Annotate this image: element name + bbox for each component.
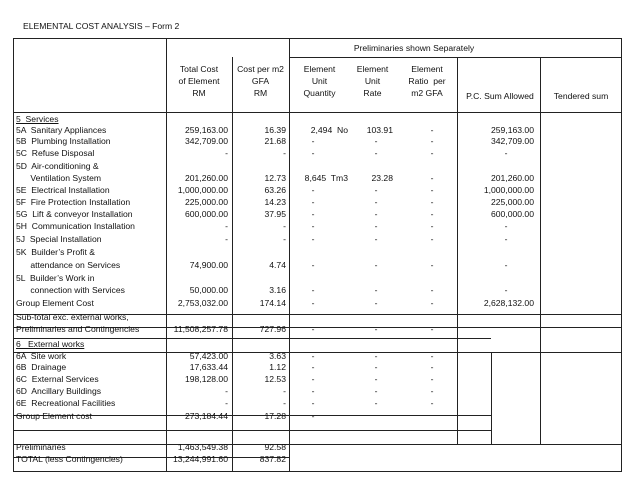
- cell-cost-per-m2: 12.53: [264, 374, 286, 384]
- cell-unit-qty: -: [311, 298, 315, 308]
- cell-pc-sum: -: [504, 234, 508, 244]
- cell-unit-rate: -: [374, 398, 378, 408]
- row-label: Group Element cost: [16, 411, 92, 421]
- cell-ratio: -: [430, 209, 434, 219]
- header-unit-rate-2: Unit: [364, 76, 381, 86]
- row-label: 5B Plumbing Installation: [16, 136, 111, 146]
- cell-unit-qty: -: [311, 209, 315, 219]
- cell-cost-per-m2: -: [283, 221, 286, 231]
- cell-unit-qty: -: [311, 386, 315, 396]
- row-label: 6C External Services: [16, 374, 99, 384]
- cell-pc-sum: -: [504, 260, 508, 270]
- cell-unit-qty: -: [311, 351, 315, 361]
- row-label: 6B Drainage: [16, 362, 67, 372]
- cell-unit-rate: -: [374, 234, 378, 244]
- cell-total-cost: 342,709.00: [184, 136, 228, 146]
- cell-cost-per-m2: 3.16: [269, 285, 286, 295]
- prelim-header: Preliminaries shown Separately: [353, 43, 475, 53]
- row-label: 5A Sanitary Appliances: [16, 125, 107, 135]
- row-label: 5 Services: [16, 114, 59, 124]
- grid-col-tendered: [540, 57, 541, 444]
- cell-unit-rate: -: [374, 148, 378, 158]
- row-label: Preliminaries and Contingencies: [16, 324, 140, 334]
- cell-total-cost: 11,508,257.78: [173, 324, 228, 334]
- grid-line-prelim-top: [13, 444, 622, 445]
- row-label: 5E Electrical Installation: [16, 185, 110, 195]
- cell-ratio: -: [430, 324, 434, 334]
- cell-ratio: -: [430, 173, 434, 183]
- cell-cost-per-m2: 37.95: [264, 209, 286, 219]
- cell-total-cost: 600,000.00: [184, 209, 228, 219]
- row-label: 5J Special Installation: [16, 234, 102, 244]
- row-label: 5K Builder’s Profit &: [16, 247, 95, 257]
- row-label: 6A Site work: [16, 351, 67, 361]
- cell-total-cost: 17,633.44: [189, 362, 228, 372]
- form-title: ELEMENTAL COST ANALYSIS – Form 2: [23, 21, 180, 31]
- header-ratio-2: Ratio per: [408, 76, 446, 86]
- cell-cost-per-m2: -: [283, 234, 286, 244]
- header-cost-per-m2-3: RM: [253, 88, 268, 98]
- cell-unit-qty: 8,645 Tm3: [304, 173, 348, 183]
- grid-col-perm2: [232, 57, 233, 472]
- grid-line-subtotal-mid: [13, 338, 491, 339]
- row-label: 5H Communication Installation: [16, 221, 135, 231]
- row-label: Preliminaries: [16, 442, 66, 452]
- cell-cost-per-m2: -: [283, 148, 286, 158]
- cell-unit-qty: -: [311, 324, 315, 334]
- cell-unit-qty: -: [311, 197, 315, 207]
- cell-cost-per-m2: 12.73: [264, 173, 286, 183]
- row-label: Group Element Cost: [16, 298, 94, 308]
- row-label: 6E Recreational Facilities: [16, 398, 116, 408]
- grid-line-prelim-bottom: [290, 57, 622, 58]
- cell-pc-sum: 342,709.00: [490, 136, 534, 146]
- header-total-cost-2: of Element: [178, 76, 220, 86]
- cell-total-cost: 1,000,000.00: [177, 185, 228, 195]
- cell-cost-per-m2: 21.68: [264, 136, 286, 146]
- cell-unit-rate: -: [374, 285, 378, 295]
- cell-total-cost: -: [225, 148, 228, 158]
- cell-cost-per-m2: 1.12: [269, 362, 286, 372]
- header-unit-rate-3: Rate: [363, 88, 382, 98]
- cell-unit-rate: -: [374, 260, 378, 270]
- row-label: 5C Refuse Disposal: [16, 148, 95, 158]
- cell-total-cost: -: [225, 398, 228, 408]
- cell-unit-qty: -: [311, 374, 315, 384]
- cell-unit-rate: -: [374, 221, 378, 231]
- row-label: 5F Fire Protection Installation: [16, 197, 131, 207]
- cell-total-cost: -: [225, 386, 228, 396]
- cell-unit-qty: -: [311, 234, 315, 244]
- cell-pc-sum: 201,260.00: [490, 173, 534, 183]
- cell-cost-per-m2: -: [283, 386, 286, 396]
- cell-total-cost: 273,184.44: [184, 411, 228, 421]
- grid-line-ext-group-bottom: [13, 430, 491, 431]
- cell-total-cost: 57,423.00: [189, 351, 228, 361]
- cell-unit-qty: -: [311, 362, 315, 372]
- cell-ratio: -: [430, 185, 434, 195]
- cell-total-cost: 1,463,549.38: [177, 442, 228, 452]
- row-label: Ventilation System: [16, 173, 102, 183]
- cell-unit-rate: -: [374, 209, 378, 219]
- cell-total-cost: 225,000.00: [184, 197, 228, 207]
- cell-unit-rate: -: [374, 197, 378, 207]
- cell-pc-sum: -: [504, 148, 508, 158]
- cell-cost-per-m2: 837.82: [259, 454, 286, 464]
- cell-cost-per-m2: 16.39: [264, 125, 286, 135]
- cell-ratio: -: [430, 260, 434, 270]
- cell-ratio: -: [430, 351, 434, 361]
- cell-unit-qty: -: [311, 285, 315, 295]
- cell-total-cost: 198,128.00: [184, 374, 228, 384]
- row-label: 5G Lift & conveyor Installation: [16, 209, 133, 219]
- cell-pc-sum: 1,000,000.00: [483, 185, 534, 195]
- cell-unit-rate: -: [374, 374, 378, 384]
- row-label: connection with Services: [16, 285, 125, 295]
- grid-col-pc: [457, 57, 458, 444]
- cell-pc-sum: 600,000.00: [490, 209, 534, 219]
- cell-unit-qty: -: [311, 148, 315, 158]
- cell-pc-sum: 2,628,132.00: [483, 298, 534, 308]
- cell-unit-rate: -: [374, 298, 378, 308]
- cell-total-cost: 2,753,032.00: [177, 298, 228, 308]
- cell-pc-sum: 259,163.00: [490, 125, 534, 135]
- cell-unit-rate: -: [374, 324, 378, 334]
- cell-unit-qty: -: [311, 398, 315, 408]
- cell-ratio: -: [430, 136, 434, 146]
- cell-cost-per-m2: 174.14: [259, 298, 286, 308]
- cell-ratio: -: [430, 125, 434, 135]
- row-label: 6D Ancillary Buildings: [16, 386, 102, 396]
- cell-unit-rate: -: [374, 351, 378, 361]
- row-label: 5L Builder’s Work in: [16, 273, 95, 283]
- header-unit-qty-3: Quantity: [303, 88, 336, 98]
- cell-ratio: -: [430, 234, 434, 244]
- header-pc-sum: P.C. Sum Allowed: [466, 91, 534, 101]
- cell-cost-per-m2: -: [283, 398, 286, 408]
- header-total-cost-3: RM: [192, 88, 206, 98]
- header-cost-per-m2-1: Cost per m2: [237, 64, 284, 74]
- cell-pc-sum: -: [504, 285, 508, 295]
- grid-col-qty: [289, 38, 290, 472]
- row-label: 6 External works: [16, 339, 85, 349]
- cell-total-cost: 13,244,991.60: [173, 454, 228, 464]
- cell-ratio: -: [430, 221, 434, 231]
- row-label: TOTAL (less Contingencies): [16, 454, 123, 464]
- cell-cost-per-m2: 3.63: [269, 351, 286, 361]
- cell-unit-qty: -: [311, 136, 315, 146]
- cell-ratio: -: [430, 374, 434, 384]
- cell-unit-qty: 2,494 No: [310, 125, 348, 135]
- cell-unit-rate: -: [374, 386, 378, 396]
- cell-cost-per-m2: 17.28: [264, 411, 286, 421]
- cell-unit-qty: -: [311, 221, 315, 231]
- cell-total-cost: 259,163.00: [184, 125, 228, 135]
- cell-total-cost: -: [225, 221, 228, 231]
- cell-cost-per-m2: 4.74: [269, 260, 286, 270]
- grid-col-ext-split: [491, 352, 492, 444]
- header-unit-qty-2: Unit: [311, 76, 328, 86]
- cell-ratio: -: [430, 148, 434, 158]
- header-tendered-sum: Tendered sum: [553, 91, 609, 101]
- header-cost-per-m2-2: GFA: [251, 76, 270, 86]
- cell-total-cost: 201,260.00: [184, 173, 228, 183]
- cell-unit-rate: 23.28: [371, 173, 393, 183]
- cell-pc-sum: 225,000.00: [490, 197, 534, 207]
- cell-ratio: -: [430, 398, 434, 408]
- cell-unit-rate: -: [374, 136, 378, 146]
- header-unit-qty-1: Element: [303, 64, 336, 74]
- cell-unit-qty: -: [311, 411, 315, 421]
- cell-cost-per-m2: 727.96: [259, 324, 286, 334]
- header-ratio-3: m2 GFA: [411, 88, 443, 98]
- grid-line-header-bottom: [13, 112, 622, 113]
- cell-cost-per-m2: 92.58: [264, 442, 286, 452]
- cell-unit-rate: -: [374, 185, 378, 195]
- cell-unit-rate: 103.91: [366, 125, 393, 135]
- cell-unit-qty: -: [311, 185, 315, 195]
- header-total-cost-1: Total Cost: [179, 64, 219, 74]
- header-ratio-1: Element: [411, 64, 443, 74]
- cell-cost-per-m2: 14.23: [264, 197, 286, 207]
- cell-ratio: -: [430, 362, 434, 372]
- cell-ratio: -: [430, 298, 434, 308]
- cell-unit-rate: -: [374, 362, 378, 372]
- header-unit-rate-1: Element: [356, 64, 389, 74]
- cell-unit-qty: -: [311, 260, 315, 270]
- cell-total-cost: -: [225, 234, 228, 244]
- cell-ratio: -: [430, 197, 434, 207]
- row-label: attendance on Services: [16, 260, 121, 270]
- cell-ratio: -: [430, 386, 434, 396]
- cell-pc-sum: -: [504, 221, 508, 231]
- row-label: Sub-total exc. external works,: [16, 312, 129, 322]
- cell-cost-per-m2: 63.26: [264, 185, 286, 195]
- row-label: 5D Air-conditioning &: [16, 161, 99, 171]
- cell-ratio: -: [430, 285, 434, 295]
- cell-total-cost: 74,900.00: [189, 260, 228, 270]
- cell-total-cost: 50,000.00: [189, 285, 228, 295]
